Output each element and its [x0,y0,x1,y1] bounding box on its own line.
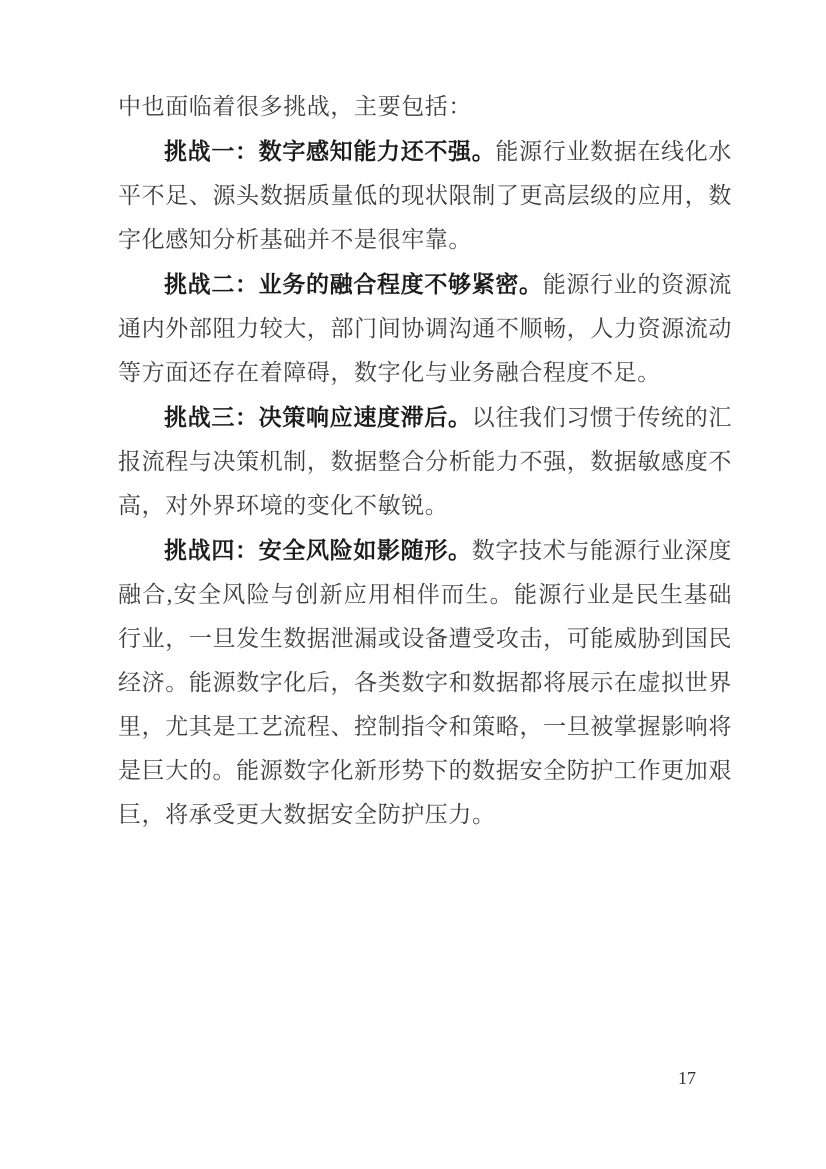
paragraph-challenge-2 [118,262,732,395]
challenge-3-body: 以往我们习惯于传统的汇报流程与决策机制，数据整合分析能力不强，数据敏感度不高，对外界环境的变化不敏锐。 [118,405,732,518]
paragraph-challenge-1 [118,129,732,262]
challenge-1-heading: 挑战一：数字感知能力还不强。 [164,138,496,164]
paragraph-challenge-3 [118,395,732,528]
challenge-4-heading: 挑战四：安全风险如影随形。 [164,537,472,563]
text-block [118,85,732,837]
paragraph-intro: 中也面临着很多挑战，主要包括： [118,94,472,119]
challenge-3-heading: 挑战三：决策响应速度滞后。 [164,404,472,430]
page-number: 17 [678,1068,696,1088]
challenge-4-body: 数字技术与能源行业深度融合,安全风险与创新应用相伴而生。能源行业是民生基础行业，一旦发生数据泄漏或设备遭受攻击，可能威胁到国民经济。能源数字化后，各类数字和数据都将展示在虚拟世界里，尤其是工艺流程、控制指令和策略，一旦被掌握影响将是巨大的。能源数字化新形势下的数据安全防护工作更加艰巨，将承受更大数据安全防护压力。 [118,538,732,827]
challenge-2-body: 能源行业的资源流通内外部阻力较大，部门间协调沟通不顺畅，人力资源流动等方面还存在着障碍，数字化与业务融合程度不足。 [118,272,732,385]
challenge-1-body: 能源行业数据在线化水平不足、源头数据质量低的现状限制了更高层级的应用，数字化感知分析基础并不是很牢靠。 [118,139,732,252]
paragraph-challenge-4 [118,528,732,837]
challenge-2-heading: 挑战二：业务的融合程度不够紧密。 [164,271,543,297]
